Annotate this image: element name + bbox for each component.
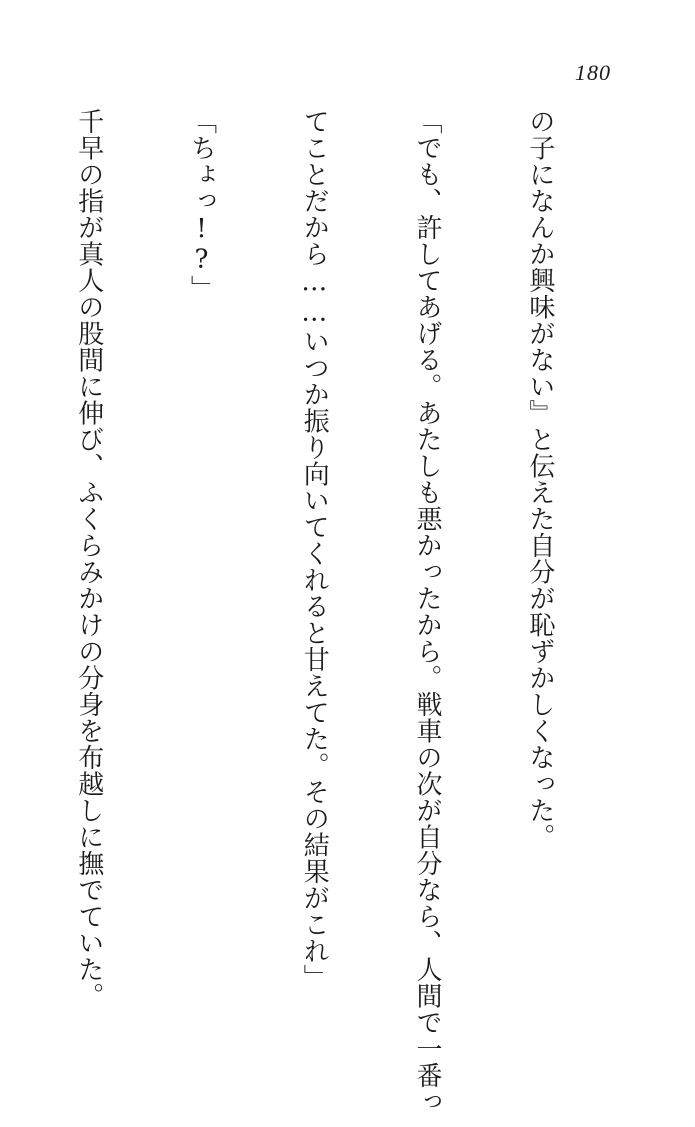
novel-text-column-block bbox=[0, 108, 633, 1115]
text-line: の子になんか興味がない』と伝えた自分が恥ずかしくなった。 bbox=[524, 108, 555, 850]
page-number: 180 bbox=[575, 60, 611, 85]
text-line: 千早の指が真人の股間に伸び、ふくらみかけの分身を布越しに撫でていた。 bbox=[73, 108, 104, 1009]
text-line: てことだから……いつか振り向いてくれると甘えてた。その結果がこれ」 bbox=[299, 108, 330, 991]
text-line: 「ちょっ!?」 bbox=[186, 108, 217, 302]
text-line: 「でも、許してあげる。あたしも悪かったから。戦車の次が自分なら、人間で一番っ bbox=[412, 108, 443, 1115]
